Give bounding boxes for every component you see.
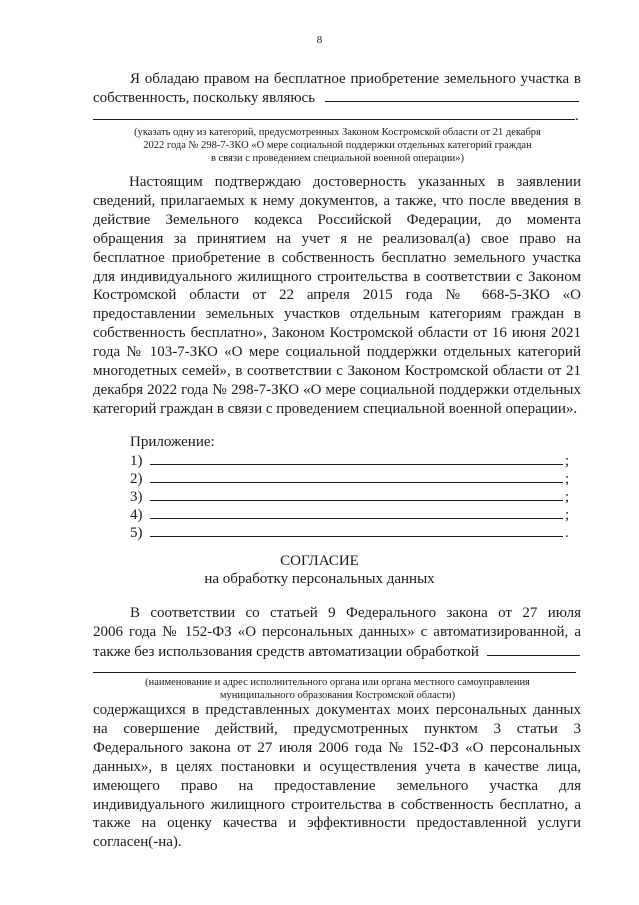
- attachment-blank-5[interactable]: [150, 523, 563, 537]
- attachment-row-5: [130, 523, 569, 542]
- attachment-number: 3): [130, 489, 143, 505]
- attachment-end: ;: [565, 471, 570, 487]
- page-number: 8: [316, 34, 323, 46]
- consent-body: содержащихся в представленных документах моих персональных данных на совершение действий, предусмотренных пунктом 3 статьи 3 Федерального закона от 27 июля 2006 года № 152-ФЗ «О персональных данных», в целях постановки и осуществления учета в качестве лица, имеющего право на предоставление земельного участка для индивидуального жилищного строительства в собственность бесплатно, а также на оценку качества и эффективности предоставленной услуги согласен(-на).: [93, 702, 581, 851]
- claim-line-2-text: собственность, поскольку являюсь: [93, 90, 316, 106]
- consent-note: [93, 676, 582, 702]
- attachment-blank-1[interactable]: [150, 451, 563, 465]
- claim-note-line-1: (указать одну из категорий, предусмотренных Законом Костромской области от 21 декабря: [134, 127, 541, 138]
- attachment-number: 2): [130, 471, 143, 487]
- claim-note-line-3: в связи с проведением специальной военной операции»): [210, 153, 465, 164]
- consent-line-3-text: также без использования средств автоматизации обработкой: [93, 644, 479, 660]
- consent-note-line-1: (наименование и адрес исполнительного органа или органа местного самоуправления: [145, 677, 530, 688]
- authority-blank[interactable]: [487, 642, 580, 656]
- claim-line-1: Я обладаю правом на бесплатное приобретение земельного участка в: [130, 71, 581, 87]
- attachment-blank-4[interactable]: [150, 505, 563, 519]
- consent-line-1: В соответствии со статьей 9 Федерального закона от 27 июля: [130, 605, 581, 621]
- attachment-end: ;: [565, 453, 570, 469]
- category-blank[interactable]: [325, 88, 579, 102]
- consent-line-2: 2006 года № 152-ФЗ «О персональных данных» с автоматизированной, а: [93, 624, 581, 640]
- consent-title: СОГЛАСИЕ: [280, 553, 359, 569]
- attachment-row-1: [130, 451, 569, 470]
- claim-note: [93, 126, 582, 165]
- consent-subtitle: на обработку персональных данных: [204, 571, 435, 587]
- attachment-number: 4): [130, 507, 143, 523]
- claim-line-3-end: .: [575, 108, 579, 124]
- confirmation-paragraph: Настоящим подтверждаю достоверность указанных в заявлении сведений, прилагаемых к нему документов, а также, что после введения в действие Земельного кодекса Российской Федерации, до момента обращения за принятием на учет я не реализовал(а) свое право на бесплатное приобретение в собственность бесплатно земельного участка для индивидуального жилищного строительства в соответствии с Законом Костромской области от 22 апреля 2015 года № 668-5-ЗКО «О предоставлении земельных участков отдельным категориям граждан в собственность бесплатно», Законом Костромской области от 16 июня 2021 года № 103-7-ЗКО «О мере социальной поддержки отдельных категорий многодетных семей», в соответствии с Законом Костромской области от 21 декабря 2022 года № 298-7-ЗКО «О мере социальной поддержки отдельных категорий граждан в связи с проведением специальной военной операции».: [93, 174, 581, 417]
- consent-note-line-2: муниципального образования Костромской области): [219, 690, 456, 701]
- attachment-end: .: [565, 525, 569, 541]
- claim-line-2: [93, 88, 579, 107]
- consent-line-3: [93, 642, 580, 661]
- attachment-number: 1): [130, 453, 143, 469]
- authority-blank-line[interactable]: [93, 672, 576, 673]
- category-blank-continued[interactable]: [93, 106, 575, 120]
- attachments-label: Приложение:: [130, 434, 215, 450]
- attachment-row-4: [130, 505, 569, 524]
- attachment-row-3: [130, 487, 569, 506]
- attachment-number: 5): [130, 525, 143, 541]
- claim-note-line-2: 2022 года № 298-7-ЗКО «О мере социальной поддержки отдельных категорий граждан: [143, 140, 532, 151]
- attachment-row-2: [130, 469, 569, 488]
- attachment-end: ;: [565, 489, 570, 505]
- claim-line-3: [93, 106, 579, 125]
- attachment-end: ;: [565, 507, 570, 523]
- attachment-blank-2[interactable]: [150, 469, 563, 483]
- attachment-blank-3[interactable]: [150, 487, 563, 501]
